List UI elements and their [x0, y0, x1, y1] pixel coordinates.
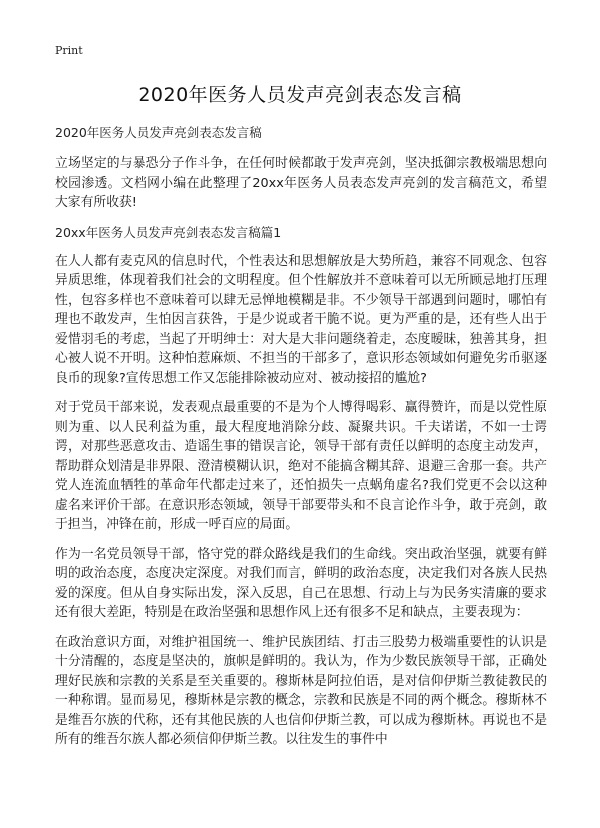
document-body: [55, 154, 547, 760]
print-link[interactable]: Print: [55, 44, 83, 57]
page-title: 2020年医务人员发声亮剑表态发言稿: [138, 84, 462, 106]
body-paragraph-3: 作为一名党员领导干部，恪守党的群众路线是我们的生命线。突出政治坚强，就要有鲜明的政治态度，态度决定深度。对我们而言，鲜明的政治态度，决定我们对各族人民热爱的深度。但从自身实际出发，深入反思，自己在思想、行动上与为民务实清廉的要求还有很大差距，特别是在政治坚强和思想作风上还有很多不足和缺点，主要表现为：: [55, 546, 547, 620]
body-paragraph-2: 对于党员干部来说，发表观点最重要的不是为个人博得喝彩、赢得赞许，而是以党性原则为重、以人民利益为重，最大程度地消除分歧、凝聚共识。千夫诺诺，不如一士谔谔，对那些恶意攻击、造谣生事的错误言论，领导干部有责任以鲜明的态度主动发声，帮助群众划清是非界限、澄清模糊认识，绝对不能搞含糊其辞、退避三舍那一套。共产党人连流血牺牲的革命年代都走过来了，还怕损失一点蜗角虚名?我们党更不会以这种虚名来评价干部。在意识形态领域，领导干部要带头和不良言论作斗争，敢于亮剑，敢于担当，冲锋在前，形成一呼百应的局面。: [55, 400, 547, 532]
body-paragraph-4: 在政治意识方面，对维护祖国统一、维护民族团结、打击三股势力极端重要性的认识是十分清醒的，态度是坚决的，旗帜是鲜明的。我认为，作为少数民族领导干部，正确处理好民族和宗教的关系是至关重要的。穆斯林是阿拉伯语，是对信仰伊斯兰教徒教民的一种称谓。显而易见，穆斯林是宗教的概念，宗教和民族是不同的两个概念。穆斯林不是维吾尔族的代称，还有其他民族的人也信仰伊斯兰教，可以成为穆斯林。再说也不是所有的维吾尔族人都必须信仰伊斯兰教。以往发生的事件中: [55, 634, 547, 747]
body-paragraph-1: 在人人都有麦克风的信息时代，个性表达和思想解放是大势所趋，兼容不同观念、包容异质思维，体现着我们社会的文明程度。但个性解放并不意味着可以无所顾忌地打压理性，包容多样也不意味着可以肆无忌惮地模糊是非。不少领导干部遇到问题时，哪怕有理也不敢发声，生怕因言获咎，于是少说或者干脆不说。更为严重的是，还有些人出于爱惜羽毛的考虑，当起了开明绅士：对大是大非问题绕着走，态度暧昧，独善其身，担心被人说不开明。这种怕惹麻烦、不担当的干部多了，意识形态领域如何避免劣币驱逐良币的现象?宣传思想工作又怎能排除被动应对、被动接招的尴尬?: [55, 253, 547, 386]
document-subtitle: 2020年医务人员发声亮剑表态发言稿: [55, 125, 262, 140]
intro-paragraph: 立场坚定的与暴恐分子作斗争，在任何时候都敢于发声亮剑，坚决抵御宗教极端思想向校园渗透。文档网小编在此整理了20xx年医务人员表态发声亮剑的发言稿范文，希望大家有所收获!: [55, 156, 547, 210]
section-heading: 20xx年医务人员发声亮剑表态发言稿篇1: [55, 224, 282, 240]
